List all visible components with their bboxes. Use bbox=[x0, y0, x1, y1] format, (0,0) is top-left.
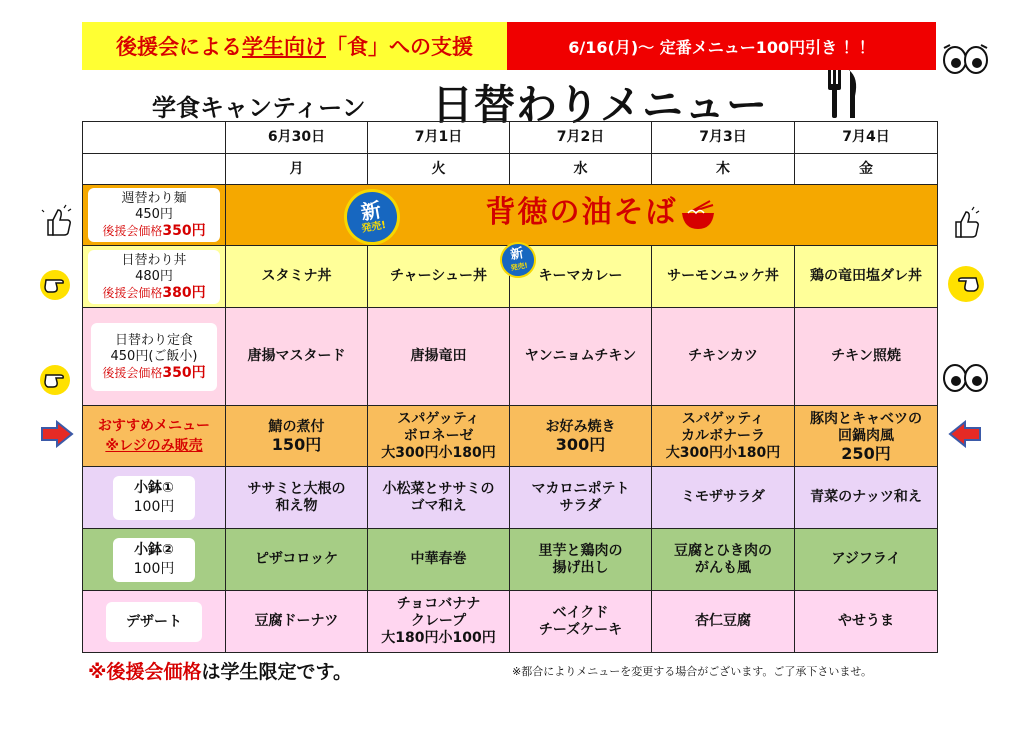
banner-text-underlined: 学生向け bbox=[242, 35, 326, 59]
donburi-item: サーモンユッケ丼 bbox=[652, 246, 795, 308]
donburi-item: 鶏の竜田塩ダレ丼 bbox=[795, 246, 938, 308]
teishoku-item: チキンカツ bbox=[652, 308, 795, 406]
canteen-name: 学食キャンティーン bbox=[152, 94, 366, 122]
date-cell: 7月4日 bbox=[795, 122, 938, 154]
kobachi1-row bbox=[83, 467, 938, 529]
kobachi1-item bbox=[795, 467, 938, 529]
item-line: 中華春巻 bbox=[410, 551, 467, 567]
kobachi1-item bbox=[510, 467, 652, 529]
recommended-header bbox=[83, 406, 226, 467]
member-label: 後援会価格 bbox=[102, 224, 163, 238]
kobachi2-item bbox=[226, 529, 368, 591]
date-row bbox=[83, 122, 938, 154]
date-cell: 7月1日 bbox=[368, 122, 510, 154]
new-badge bbox=[340, 185, 405, 250]
date-cell: 7月3日 bbox=[652, 122, 795, 154]
weekday-cell: 水 bbox=[510, 154, 652, 185]
kobachi1-item bbox=[368, 467, 510, 529]
member-price-note bbox=[88, 657, 352, 684]
page-title: 日替わりメニュー bbox=[432, 81, 768, 129]
thumbs-up-icon bbox=[40, 204, 74, 238]
kobachi2-name: 小鉢② bbox=[134, 541, 174, 558]
kobachi1-item bbox=[652, 467, 795, 529]
date-cell: 6月30日 bbox=[226, 122, 368, 154]
donburi-item: チャーシュー丼 bbox=[368, 246, 510, 308]
member-label: 後援会価格 bbox=[102, 285, 163, 300]
member-label: 後援会価格 bbox=[102, 365, 163, 380]
menu-table bbox=[82, 121, 938, 653]
change-notice: ※都合によりメニューを変更する場合がございます。ご了承下さいませ。 bbox=[512, 665, 873, 678]
item-price-line: 250円 bbox=[841, 443, 891, 463]
recommended-name: おすすめメニュー bbox=[97, 418, 211, 434]
member-price: 380円 bbox=[162, 284, 206, 301]
teishoku-member-price bbox=[93, 365, 215, 381]
bowl-icon bbox=[680, 199, 716, 231]
item-line: チーズケーキ bbox=[538, 621, 623, 638]
noodle-name: 週替わり麺 bbox=[121, 191, 187, 206]
teishoku-item: チキン照焼 bbox=[795, 308, 938, 406]
recommended-item bbox=[652, 406, 795, 467]
item-line: ボロネーゼ bbox=[403, 427, 474, 444]
eyes-icon bbox=[940, 40, 990, 76]
item-line: 300円 bbox=[555, 435, 606, 454]
item-line: スパゲッティ bbox=[681, 410, 765, 427]
pointing-hand-icon bbox=[38, 268, 72, 302]
donburi-price: 480円 bbox=[135, 268, 173, 284]
item-line: マカロニポテト bbox=[531, 480, 630, 497]
item-line: 杏仁豆腐 bbox=[695, 613, 751, 629]
donburi-item: スタミナ丼 bbox=[226, 246, 368, 308]
note-mark: ※ bbox=[88, 661, 107, 683]
teishoku-item: ヤンニョムチキン bbox=[510, 308, 652, 406]
item-line: お好み焼き bbox=[545, 419, 616, 435]
teishoku-label-box bbox=[91, 323, 217, 391]
item-line: 小松菜とササミの bbox=[382, 480, 495, 497]
banner-text-post: 「食」への支援 bbox=[326, 35, 473, 59]
dessert-item bbox=[795, 591, 938, 653]
dessert-item bbox=[368, 591, 510, 653]
donburi-row bbox=[83, 246, 938, 308]
kobachi2-item bbox=[652, 529, 795, 591]
item-line: がんも風 bbox=[695, 559, 751, 576]
teishoku-item: 唐揚竜田 bbox=[368, 308, 510, 406]
teishoku-price: 450円(ご飯小) bbox=[110, 348, 198, 364]
banner-text-pre: 後援会による bbox=[116, 35, 242, 59]
member-price: 350円 bbox=[162, 223, 206, 239]
kobachi2-label-box bbox=[113, 538, 195, 582]
weekday-cell: 金 bbox=[795, 154, 938, 185]
dessert-item bbox=[226, 591, 368, 653]
kobachi1-item bbox=[226, 467, 368, 529]
teishoku-name: 日替わり定食 bbox=[114, 332, 193, 348]
recommended-item bbox=[510, 406, 652, 467]
item-line: 150円 bbox=[271, 435, 322, 454]
kobachi2-item bbox=[510, 529, 652, 591]
recommended-item bbox=[226, 406, 368, 467]
noodle-label-box bbox=[88, 188, 220, 242]
teishoku-header bbox=[83, 308, 226, 406]
item-line: 豆腐とひき肉の bbox=[674, 542, 772, 559]
item-line: 里芋と鶏肉の bbox=[538, 542, 623, 559]
item-line: スパゲッティ bbox=[397, 410, 480, 427]
weekday-cell: 火 bbox=[368, 154, 510, 185]
member-price: 350円 bbox=[162, 364, 206, 381]
recommended-row bbox=[83, 406, 938, 467]
date-cell: 7月2日 bbox=[510, 122, 652, 154]
weekday-cell: 月 bbox=[226, 154, 368, 185]
noodle-price: 450円 bbox=[135, 207, 173, 222]
item-line: アジフライ bbox=[831, 551, 901, 567]
donburi-label-box bbox=[88, 250, 220, 304]
dessert-header bbox=[83, 591, 226, 653]
noodle-row bbox=[83, 185, 938, 246]
item-line: カルボナーラ bbox=[681, 427, 765, 444]
noodle-item: 背徳の油そば bbox=[485, 194, 678, 230]
item-line: クレープ bbox=[410, 613, 467, 629]
corner-cell bbox=[83, 154, 226, 185]
item-line: やせうま bbox=[838, 613, 894, 629]
item-line: ミモザサラダ bbox=[681, 489, 765, 505]
cutlery-icon bbox=[822, 68, 862, 120]
teishoku-row bbox=[83, 308, 938, 406]
item-line: ササミと大根の bbox=[247, 480, 346, 497]
item-line: ピザコロッケ bbox=[254, 551, 339, 567]
noodle-header bbox=[83, 185, 226, 246]
arrow-left-icon bbox=[948, 420, 982, 448]
item-line: 豆腐ドーナツ bbox=[254, 613, 339, 629]
item-line: 回鍋肉風 bbox=[838, 427, 894, 444]
noodle-item-cell bbox=[226, 185, 938, 246]
note-red: 後援会価格 bbox=[106, 661, 202, 683]
arrow-right-icon bbox=[40, 420, 74, 448]
item-price-line: 大180円小100円 bbox=[381, 630, 496, 646]
donburi-item: キーマカレー bbox=[538, 268, 623, 284]
item-line: 和え物 bbox=[275, 497, 318, 514]
kobachi1-name: 小鉢① bbox=[134, 479, 174, 496]
new-badge-sub: 発売! bbox=[510, 261, 529, 273]
donburi-header bbox=[83, 246, 226, 308]
pointing-hand-icon bbox=[38, 363, 72, 397]
thumbs-up-icon bbox=[948, 206, 982, 240]
kobachi2-item bbox=[795, 529, 938, 591]
donburi-member-price bbox=[90, 285, 218, 301]
item-line: 豚肉とキャベツの bbox=[810, 410, 922, 427]
corner-cell bbox=[83, 122, 226, 154]
discount-banner: 6/16(月)～ 定番メニュー100円引き ！！ bbox=[507, 22, 936, 70]
new-badge-main: 新 bbox=[358, 197, 383, 225]
kobachi2-item bbox=[368, 529, 510, 591]
dessert-name: デザート bbox=[106, 602, 202, 642]
noodle-member-price bbox=[90, 223, 218, 239]
weekday-cell: 木 bbox=[652, 154, 795, 185]
item-line: ベイクド bbox=[552, 604, 609, 621]
kobachi1-label-box bbox=[113, 476, 195, 520]
recommended-item bbox=[368, 406, 510, 467]
item-price-line: 大300円小180円 bbox=[665, 444, 781, 461]
weekday-row bbox=[83, 154, 938, 185]
item-line: 揚げ出し bbox=[552, 559, 609, 576]
kobachi2-row bbox=[83, 529, 938, 591]
note-rest: は学生限定です。 bbox=[201, 661, 352, 683]
recommended-item bbox=[795, 406, 938, 467]
new-badge-main: 新 bbox=[509, 246, 525, 264]
item-price-line: 大300円小180円 bbox=[381, 444, 496, 461]
item-line: チョコバナナ bbox=[396, 596, 481, 612]
support-banner bbox=[82, 22, 507, 70]
dessert-item bbox=[652, 591, 795, 653]
new-badge-sub: 発売! bbox=[360, 219, 387, 235]
dessert-row bbox=[83, 591, 938, 653]
kobachi2-header bbox=[83, 529, 226, 591]
kobachi1-header bbox=[83, 467, 226, 529]
item-line: 青菜のナッツ和え bbox=[810, 489, 922, 505]
donburi-name: 日替わり丼 bbox=[121, 252, 187, 268]
recommended-note: ※レジのみ販売 bbox=[105, 438, 203, 454]
donburi-item-cell bbox=[510, 246, 652, 308]
pointing-hand-icon bbox=[946, 264, 986, 304]
teishoku-item: 唐揚マスタード bbox=[226, 308, 368, 406]
kobachi1-price: 100円 bbox=[133, 498, 175, 515]
item-line: 鯖の煮付 bbox=[268, 419, 325, 435]
item-line: サラダ bbox=[559, 497, 602, 514]
dessert-item bbox=[510, 591, 652, 653]
item-line: ゴマ和え bbox=[410, 497, 467, 514]
eyes-icon bbox=[940, 358, 990, 394]
kobachi2-price: 100円 bbox=[133, 560, 175, 577]
